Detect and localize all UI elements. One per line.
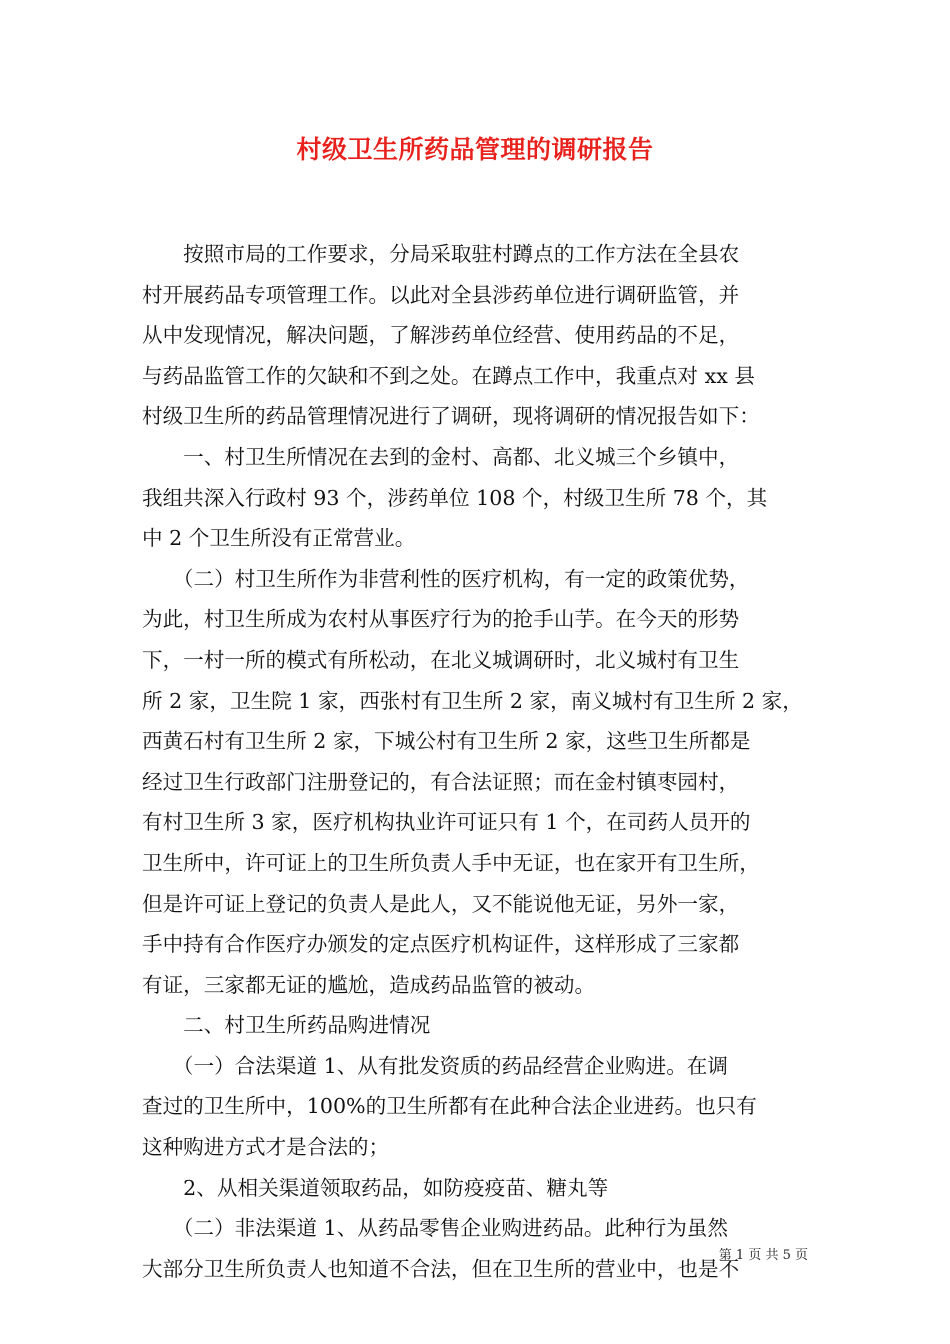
text-line: 手中持有合作医疗办颁发的定点医疗机构证件，这样形成了三家都 xyxy=(142,932,740,957)
text-line: 下，一村一所的模式有所松动，在北义城调研时，北义城村有卫生 xyxy=(142,647,740,672)
report-body xyxy=(142,234,822,1289)
text-line: 为此，村卫生所成为农村从事医疗行为的抢手山芋。在今天的形势 xyxy=(142,607,740,632)
text-line: 卫生所中，许可证上的卫生所负责人手中无证，也在家开有卫生所， xyxy=(142,850,760,875)
text-line: 2、从相关渠道领取药品，如防疫疫苗、糖丸等 xyxy=(142,1175,609,1200)
page-title: 村级卫生所药品管理的调研报告 xyxy=(296,135,654,164)
text-line: 与药品监管工作的欠缺和不到之处。在蹲点工作中，我重点对 xx 县 xyxy=(142,363,755,388)
text-line: 有证，三家都无证的尴尬，造成药品监管的被动。 xyxy=(142,972,596,997)
text-line: 大部分卫生所负责人也知道不合法，但在卫生所的营业中，也是不 xyxy=(142,1256,740,1281)
text-line: 一、村卫生所情况在去到的金村、高都、北义城三个乡镇中， xyxy=(142,444,740,469)
text-line: 西黄石村有卫生所 2 家，下城公村有卫生所 2 家，这些卫生所都是 xyxy=(142,729,751,754)
text-line: 从中发现情况，解决问题，了解涉药单位经营、使用药品的不足， xyxy=(142,323,740,348)
text-line: 二、村卫生所药品购进情况 xyxy=(142,1013,431,1038)
text-line: 中 2 个卫生所没有正常营业。 xyxy=(142,526,416,551)
text-line: 这种购进方式才是合法的； xyxy=(142,1135,390,1160)
text-line: 村开展药品专项管理工作。以此对全县涉药单位进行调研监管，并 xyxy=(142,282,740,307)
text-line: 我组共深入行政村 93 个，涉药单位 108 个，村级卫生所 78 个，其 xyxy=(142,485,768,510)
text-line: （二）村卫生所作为非营利性的医疗机构，有一定的政策优势， xyxy=(142,566,750,591)
text-line: 有村卫生所 3 家，医疗机构执业许可证只有 1 个，在司药人员开的 xyxy=(142,810,751,835)
text-line: 村级卫生所的药品管理情况进行了调研，现将调研的情况报告如下： xyxy=(142,404,760,429)
text-line: 查过的卫生所中，100%的卫生所都有在此种合法企业进药。也只有 xyxy=(142,1094,757,1119)
text-line: （二）非法渠道 1、从药品零售企业购进药品。此种行为虽然 xyxy=(142,1216,728,1241)
text-line: 所 2 家，卫生院 1 家，西张村有卫生所 2 家，南义城村有卫生所 2 家， xyxy=(142,688,803,713)
text-line: 按照市局的工作要求，分局采取驻村蹲点的工作方法在全县农 xyxy=(142,242,740,266)
page-number: 第 1 页 共 5 页 xyxy=(718,1248,808,1263)
text-line: （一）合法渠道 1、从有批发资质的药品经营企业购进。在调 xyxy=(142,1053,728,1078)
text-line: 但是许可证上登记的负责人是此人，又不能说他无证，另外一家， xyxy=(142,891,740,916)
text-line: 经过卫生行政部门注册登记的，有合法证照；而在金村镇枣园村， xyxy=(142,769,740,794)
